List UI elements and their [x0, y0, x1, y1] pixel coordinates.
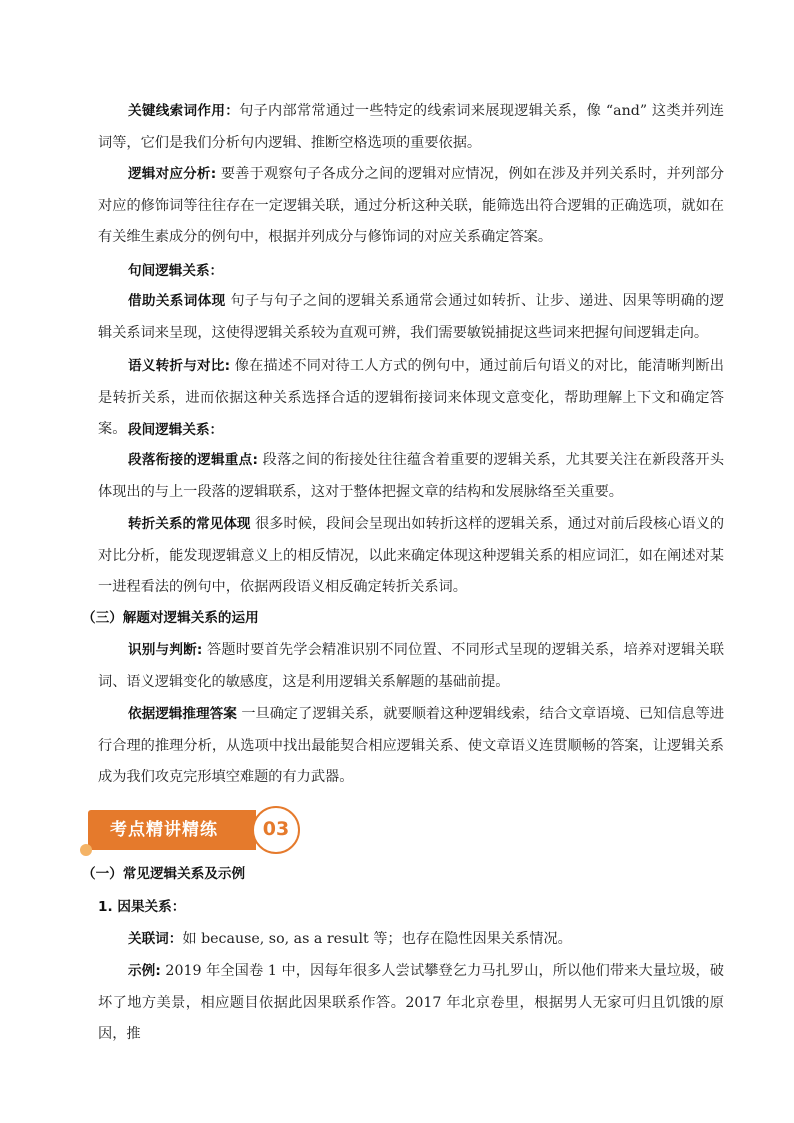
paragraph-label: 示例: — [128, 963, 161, 979]
paragraph-text: 句子内部常常通过一些特定的线索词来展现逻辑关系，像 “and” 这类并列连词等，它们是我们分析句内逻辑、推断空格选项的重要依据。 — [98, 103, 724, 151]
paragraph-label: 语义转折与对比: — [128, 358, 231, 374]
paragraph-text: 2019 年全国卷 1 中，因每年很多人尝试攀登乞力马扎罗山，所以他们带来大量垃圾，破坏了地方美景，相应题目依据此因果联系作答。2017 年北京卷里，根据男人无家可归且饥饿的原因，推 — [98, 963, 724, 1042]
subheading-inter-sentence: 句间逻辑关系： — [128, 263, 224, 279]
paragraph-label: 逻辑对应分析: — [128, 166, 217, 182]
paragraph-infer-answer — [98, 699, 724, 794]
paragraph-contrast-relation — [98, 509, 724, 604]
paragraph-identify-judge — [98, 635, 724, 698]
section-heading-application: （三）解题对逻辑关系的运用 — [82, 610, 259, 626]
paragraph-label: 识别与判断: — [128, 642, 203, 658]
paragraph-text: 要善于观察句子各成分之间的逻辑对应情况，例如在涉及并列关系时，并列部分对应的修饰词等往往存在一定逻辑关联，通过分析这种关联，能筛选出符合逻辑的正确选项，就如在有关维生素成分的例句中，根据并列成分与修饰词的对应关系确定答案。 — [98, 166, 725, 245]
paragraph-transition-focus — [98, 445, 724, 508]
paragraph-label: 关键线索词作用： — [128, 103, 240, 119]
paragraph-relation-words — [98, 286, 724, 349]
paragraph-text: 如 because, so, as a result 等；也存在隐性因果关系情况。 — [182, 931, 572, 947]
paragraph-logic-correspondence — [98, 159, 724, 254]
paragraph-text: 答题时要首先学会精准识别不同位置、不同形式呈现的逻辑关系，培养对逻辑关联词、语义逻辑变化的敏感度，这是利用逻辑关系解题的基础前提。 — [98, 642, 725, 690]
banner-number: 03 — [262, 818, 290, 840]
banner-title: 考点精讲精练 — [110, 820, 218, 840]
paragraph-label: 依据逻辑推理答案 — [128, 706, 237, 722]
paragraph-keyword-clues — [98, 96, 724, 159]
paragraph-text: 像在描述不同对待工人方式的例句中，通过前后句语义的对比，能清晰判断出是转折关系，进而依据这种关系选择合适的逻辑衔接词来体现文意变化，帮助理解上下文和确定答案。 — [98, 358, 724, 437]
paragraph-text: 很多时候，段间会呈现出如转折这样的逻辑关系，通过对前后段核心语义的对比分析，能发现逻辑意义上的相反情况，以此来确定体现这种逻辑关系的相应词汇，如在阐述对某一进程看法的例句中，依据两段语义相反确定转折关系词。 — [98, 516, 725, 595]
paragraph-text: 一旦确定了逻辑关系，就要顺着这种逻辑线索，结合文章语境、已知信息等进行合理的推理分析，从选项中找出最能契合相应逻辑关系、使文章语义连贯顺畅的答案，让逻辑关系成为我们攻克完形填空难题的有力武器。 — [98, 706, 725, 785]
item-heading-causal: 1. 因果关系： — [98, 899, 186, 915]
paragraph-label: 借助关系词体现 — [128, 293, 226, 309]
section-heading-common: （一）常见逻辑关系及示例 — [82, 866, 246, 882]
paragraph-text: 段落之间的衔接处往往蕴含着重要的逻辑关系，尤其要关注在新段落开头体现出的与上一段落的逻辑联系，这对于整体把握文章的结构和发展脉络至关重要。 — [98, 452, 725, 500]
section-banner — [80, 806, 300, 854]
banner-dot-icon — [80, 844, 92, 856]
paragraph-conjunctions — [98, 924, 724, 956]
paragraph-label: 段落衔接的逻辑重点: — [128, 452, 258, 468]
paragraph-example — [98, 956, 724, 1051]
subheading-inter-paragraph: 段间逻辑关系： — [128, 422, 224, 438]
paragraph-label: 转折关系的常见体现 — [128, 516, 251, 532]
paragraph-label: 关联词： — [128, 931, 183, 947]
paragraph-text: 句子与句子之间的逻辑关系通常会通过如转折、让步、递进、因果等明确的逻辑关系词来呈现，这使得逻辑关系较为直观可辨，我们需要敏锐捕捉这些词来把握句间逻辑走向。 — [98, 293, 725, 341]
